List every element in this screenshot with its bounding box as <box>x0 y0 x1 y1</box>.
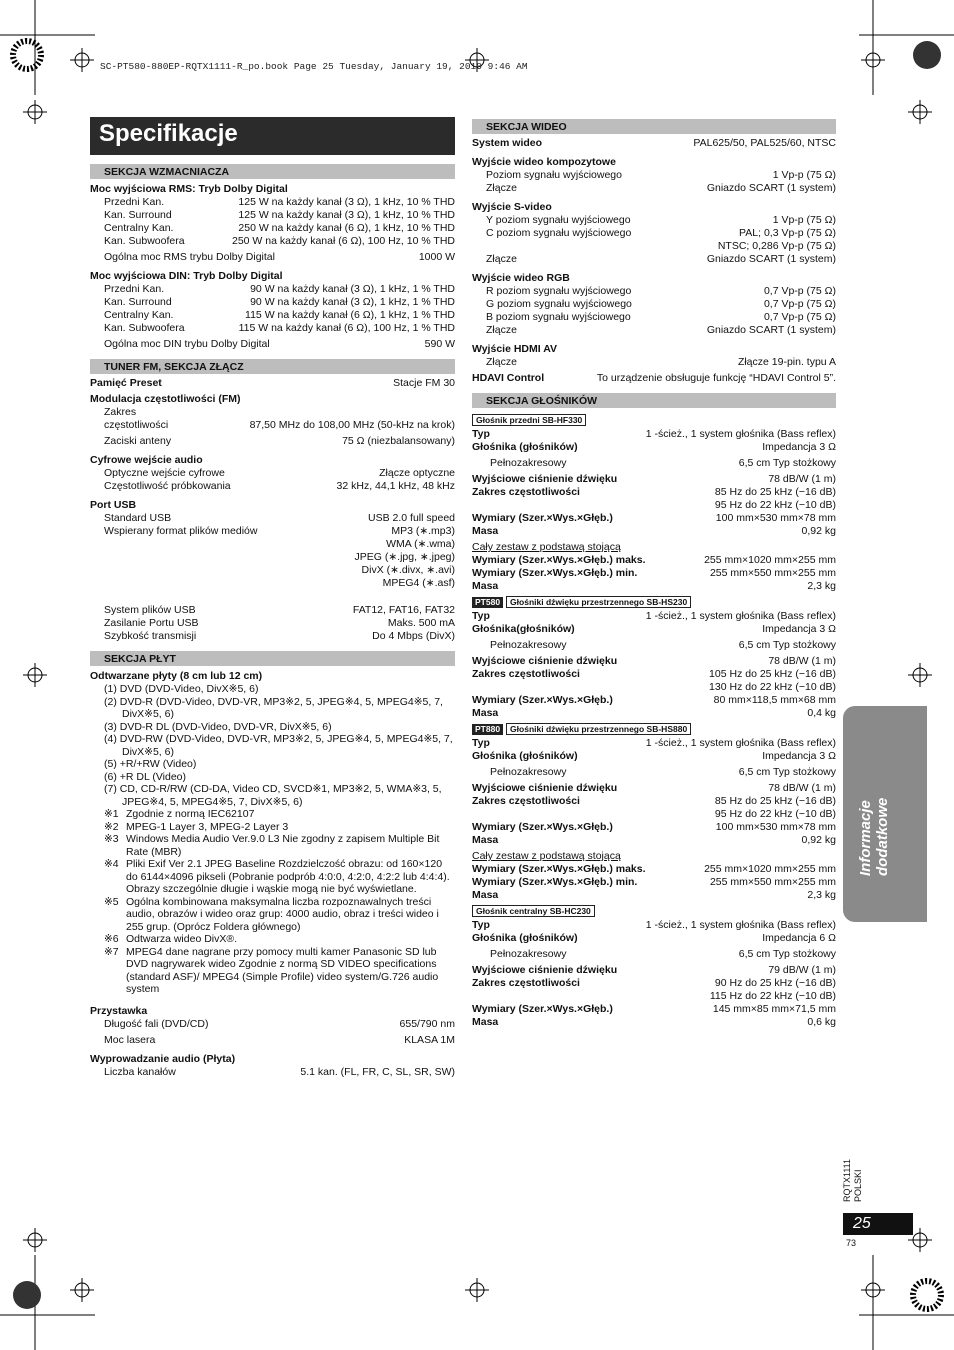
disc-item: (5) +R/+RW (Video) <box>104 758 197 770</box>
spec-row: Kan. Surround 125 W na każdy kanał (3 Ω), 1 kHz, 10 % THD <box>104 209 455 221</box>
spec-row: System wideo PAL625/50, PAL525/60, NTSC <box>472 137 836 149</box>
spec-row: Pełnozakresowy 6,5 cm Typ stożkowy <box>490 457 836 469</box>
spec-row: Długość fali (DVD/CD) 655/790 nm <box>104 1017 455 1030</box>
disc-item: (4) DVD-RW (DVD-Video, DVD-VR, MP3※2, 5, JPEG※4, 5, MPEG4※5, 7, <box>104 733 453 745</box>
footnote: ※3 Windows Media Audio Ver.9.0 L3 Nie zgodny z zapisem Multiple Bit Rate (MBR) <box>104 833 440 858</box>
speaker-tag-front: Głośnik przedni SB-HF330 <box>472 414 586 426</box>
side-tab-label: Informacje dodatkowe <box>857 797 891 876</box>
din-title: Moc wyjściowa DIN: Tryb Dolby Digital <box>90 270 283 282</box>
spec-row: Złącze Gniazdo SCART (1 system) <box>486 324 836 336</box>
spec-row: Zakres częstotliwości 85 Hz do 25 kHz (−16 dB) <box>472 486 836 498</box>
hdmi-title: Wyjście HDMI AV <box>472 343 557 355</box>
pickup-title: Przystawka <box>90 1004 148 1017</box>
media-format: WMA (∗.wma) <box>386 538 455 550</box>
spec-row: Zakres częstotliwości 90 Hz do 25 kHz (−16 dB) <box>472 977 836 989</box>
spec-value: 95 Hz do 22 kHz (−10 dB) <box>714 808 836 820</box>
spec-value: 130 Hz do 22 kHz (−10 dB) <box>709 681 836 693</box>
disc-item: (3) DVD-R DL (DVD-Video, DVD-VR, DivX※5, 6) <box>104 720 332 733</box>
spec-row: Wymiary (Szer.×Wys.×Głęb.) min. 255 mm×550 mm×255 mm <box>472 567 836 579</box>
spec-row: Przedni Kan. 125 W na każdy kanał (3 Ω), 1 kHz, 10 % THD <box>104 196 455 208</box>
spec-row: Głośnika(głośników) Impedancja 3 Ω <box>472 623 836 635</box>
speaker-tag-surround-880: Głośniki dźwięku przestrzennego SB-HS880 <box>506 723 691 735</box>
spec-row: Wyjściowe ciśnienie dźwięku 79 dB/W (1 m) <box>472 964 836 976</box>
spec-row: B poziom sygnału wyjściowego 0,7 Vp-p (75 Ω) <box>486 311 836 323</box>
document-code: RQTX1111 POLSKI <box>842 1158 863 1202</box>
spec-row: Pełnozakresowy 6,5 cm Typ stożkowy <box>490 639 836 651</box>
footnote: ※6 Odtwarza wideo DivX®. <box>104 933 238 945</box>
spec-row: Wyjściowe ciśnienie dźwięku 78 dB/W (1 m) <box>472 473 836 485</box>
set-title: Cały zestaw z podstawą stojącą <box>472 850 621 862</box>
footnote: ※4 Pliki Exif Ver 2.1 JPEG Baseline Rozdzielczość obrazu: od 160×120 do 6144×4096 pikseli (Pobranie podprób 4:0:0, 4:2:0, 4:2:2 lub 4:4:4). Obrazy szczególnie długie i wąskie mogą nie być wyświetlane. <box>104 858 450 895</box>
spec-row: Pełnozakresowy 6,5 cm Typ stożkowy <box>490 948 836 960</box>
composite-title: Wyjście wideo kompozytowe <box>472 156 616 168</box>
footnote: ※7 MPEG4 dane nagrane przy pomocy multi kamer Panasonic SD lub DVD nagrywarek wideo Zgodnie z normą SD VIDEO specifications (standard ASF)/ MPEG4 (Simple Profile) video system/G.726 audio system <box>104 945 439 995</box>
disc-item: JPEG※4, 5, MPEG4※5, 7, DivX※5, 6) <box>122 795 303 808</box>
page-title: Specifikacje <box>90 117 455 155</box>
spec-row: Wymiary (Szer.×Wys.×Głęb.) maks. 255 mm×1020 mm×255 mm <box>472 863 836 875</box>
spec-row: Masa 0,4 kg <box>472 707 836 719</box>
spec-row: Zaciski anteny 75 Ω (niezbalansowany) <box>104 435 455 447</box>
spec-row: Pamięć Preset Stacje FM 30 <box>90 377 455 389</box>
disc-item: DivX※5, 6) <box>122 708 174 720</box>
speaker-tag-center: Głośnik centralny SB-HC230 <box>472 905 595 917</box>
spec-row: Szybkość transmisji Do 4 Mbps (DivX) <box>104 630 455 642</box>
disc-item: (2) DVD-R (DVD-Video, DVD-VR, MP3※2, 5, JPEG※4, 5, MPEG4※5, 7, <box>104 695 443 708</box>
page-number: 25 <box>843 1213 913 1235</box>
spec-value: 95 Hz do 22 kHz (−10 dB) <box>714 499 836 511</box>
usb-title: Port USB <box>90 499 137 511</box>
spec-row: HDAVI Control To urządzenie obsługuje funkcję “HDAVI Control 5”. <box>472 372 836 384</box>
spec-row: Standard USB USB 2.0 full speed <box>104 512 455 524</box>
spec-row: Kan. Subwoofera 115 W na każdy kanał (6 Ω), 100 Hz, 1 % THD <box>104 322 455 334</box>
section-tuner: TUNER FM, SEKCJA ZŁĄCZ <box>90 359 455 374</box>
spec-row: Głośnika (głośników) Impedancja 6 Ω <box>472 932 836 944</box>
spec-row: Poziom sygnału wyjściowego 1 Vp-p (75 Ω) <box>486 169 836 181</box>
spec-row: Masa 2,3 kg <box>472 580 836 592</box>
spec-row: Typ 1 -ścież., 1 system głośnika (Bass reflex) <box>472 428 836 440</box>
section-disc: SEKCJA PŁYT <box>90 651 455 666</box>
media-format: MPEG4 (∗.asf) <box>382 577 455 589</box>
spec-value: 115 Hz do 22 kHz (−10 dB) <box>709 990 836 1002</box>
spec-row: Masa 0,92 kg <box>472 834 836 846</box>
section-video: SEKCJA WIDEO <box>472 119 836 134</box>
spec-row: Zakres częstotliwości 105 Hz do 25 kHz (−16 dB) <box>472 668 836 680</box>
disc-item: (6) +R DL (Video) <box>104 770 186 783</box>
model-badge: PT880 <box>472 724 503 735</box>
spec-row: Kan. Surround 90 W na każdy kanał (3 Ω), 1 kHz, 1 % THD <box>104 296 455 308</box>
spec-row: Wymiary (Szer.×Wys.×Głęb.) 100 mm×530 mm×78 mm <box>472 512 836 524</box>
spec-row: Masa 0,6 kg <box>472 1016 836 1028</box>
spec-row: C poziom sygnału wyjściowego PAL; 0,3 Vp-p (75 Ω) <box>486 227 836 239</box>
spec-row: Wymiary (Szer.×Wys.×Głęb.) min. 255 mm×550 mm×255 mm <box>472 876 836 888</box>
speaker-tag-surround-230: Głośniki dźwięku przestrzennego SB-HS230 <box>506 596 691 608</box>
spec-row: Zasilanie Portu USB Maks. 500 mA <box>104 617 455 629</box>
spec-row: Masa 2,3 kg <box>472 889 836 901</box>
spec-row: Centralny Kan. 250 W na każdy kanał (6 Ω), 1 kHz, 10 % THD <box>104 222 455 234</box>
spec-row: R poziom sygnału wyjściowego 0,7 Vp-p (75 Ω) <box>486 285 836 297</box>
spec-row: Moc lasera KLASA 1M <box>104 1033 455 1046</box>
spec-row: Masa 0,92 kg <box>472 525 836 537</box>
media-format: JPEG (∗.jpg, ∗.jpeg) <box>354 551 455 563</box>
spec-row: Wymiary (Szer.×Wys.×Głęb.) 80 mm×118,5 mm×68 mm <box>472 694 836 706</box>
spec-row: Liczba kanałów 5.1 kan. (FL, FR, C, SL, SR, SW) <box>104 1065 455 1078</box>
right-column <box>472 117 836 1029</box>
model-badge: PT580 <box>472 597 503 608</box>
spec-row: Typ 1 -ścież., 1 system głośnika (Bass reflex) <box>472 919 836 931</box>
spec-row: System plików USB FAT12, FAT16, FAT32 <box>104 604 455 616</box>
spec-row: Optyczne wejście cyfrowe Złącze optyczne <box>104 467 455 479</box>
spec-row: częstotliwości 87,50 MHz do 108,00 MHz (50-kHz na krok) <box>104 419 455 431</box>
page-sub-number: 73 <box>846 1238 857 1248</box>
spec-row: Centralny Kan. 115 W na każdy kanał (6 Ω), 1 kHz, 1 % THD <box>104 309 455 321</box>
spec-row: Częstotliwość próbkowania 32 kHz, 44,1 kHz, 48 kHz <box>104 480 455 492</box>
spec-row: Głośnika (głośników) Impedancja 3 Ω <box>472 441 836 453</box>
side-tab <box>843 706 927 922</box>
section-speakers: SEKCJA GŁOŚNIKÓW <box>472 393 836 408</box>
set-title: Cały zestaw z podstawą stojącą <box>472 541 621 553</box>
spec-row: Złącze Gniazdo SCART (1 system) <box>486 253 836 265</box>
audio-out-title: Wyprowadzanie audio (Płyta) <box>90 1052 236 1065</box>
footnote: ※1 Zgodnie z normą IEC62107 <box>104 808 255 820</box>
rgb-title: Wyjście wideo RGB <box>472 272 570 284</box>
disc-item: (1) DVD (DVD-Video, DivX※5, 6) <box>104 683 259 695</box>
spec-row: Wyjściowe ciśnienie dźwięku 78 dB/W (1 m) <box>472 782 836 794</box>
spec-row: Kan. Subwoofera 250 W na każdy kanał (6 Ω), 100 Hz, 10 % THD <box>104 235 455 247</box>
svideo-title: Wyjście S-video <box>472 201 552 213</box>
spec-row: Typ 1 -ścież., 1 system głośnika (Bass reflex) <box>472 610 836 622</box>
spec-row: Typ 1 -ścież., 1 system głośnika (Bass reflex) <box>472 737 836 749</box>
media-format: DivX (∗.divx, ∗.avi) <box>361 564 455 576</box>
left-column <box>90 162 455 1079</box>
spec-row: Wymiary (Szer.×Wys.×Głęb.) maks. 255 mm×1020 mm×255 mm <box>472 554 836 566</box>
spec-row: Złącze Gniazdo SCART (1 system) <box>486 182 836 194</box>
spec-row: Zakres częstotliwości 85 Hz do 25 kHz (−16 dB) <box>472 795 836 807</box>
spec-row: Wymiary (Szer.×Wys.×Głęb.) 100 mm×530 mm×78 mm <box>472 821 836 833</box>
spec-row: Ogólna moc RMS trybu Dolby Digital 1000 W <box>104 251 455 263</box>
spec-row: Pełnozakresowy 6,5 cm Typ stożkowy <box>490 766 836 778</box>
spec-row: Głośnika (głośników) Impedancja 3 Ω <box>472 750 836 762</box>
spec-row: Wymiary (Szer.×Wys.×Głęb.) 145 mm×85 mm×71,5 mm <box>472 1003 836 1015</box>
fm-title: Modulacja częstotliwości (FM) <box>90 393 241 405</box>
spec-row: Zakres <box>104 406 137 418</box>
rms-title: Moc wyjściowa RMS: Tryb Dolby Digital <box>90 183 288 195</box>
spec-row: Przedni Kan. 90 W na każdy kanał (3 Ω), 1 kHz, 1 % THD <box>104 283 455 295</box>
play-title: Odtwarzane płyty (8 cm lub 12 cm) <box>90 670 263 682</box>
spec-row: Wspierany format plików mediów MP3 (∗.mp3) <box>104 525 455 537</box>
spec-row: Wyjściowe ciśnienie dźwięku 78 dB/W (1 m) <box>472 655 836 667</box>
spec-row: Złącze Złącze 19-pin. typu A <box>486 356 836 368</box>
spec-row: G poziom sygnału wyjściowego 0,7 Vp-p (75 Ω) <box>486 298 836 310</box>
footnote: ※2 MPEG-1 Layer 3, MPEG-2 Layer 3 <box>104 820 289 833</box>
spec-row: Ogólna moc DIN trybu Dolby Digital 590 W <box>104 338 455 350</box>
digital-title: Cyfrowe wejście audio <box>90 454 203 466</box>
disc-item: (7) CD, CD-R/RW (CD-DA, Video CD, SVCD※1, MP3※2, 5, WMA※3, 5, <box>104 783 442 795</box>
print-header: SC-PT580-880EP-RQTX1111-R_po.book Page 25 Tuesday, January 19, 2010 9:46 AM <box>100 61 528 72</box>
spec-value: NTSC; 0,286 Vp-p (75 Ω) <box>717 240 836 252</box>
spec-row: Y poziom sygnału wyjściowego 1 Vp-p (75 Ω) <box>486 214 836 226</box>
section-amplifier: SEKCJA WZMACNIACZA <box>90 164 455 179</box>
disc-item: DivX※5, 6) <box>122 745 174 758</box>
footnote: ※5 Ogólna kombinowana maksymalna liczba rozpoznawalnych treści audio, obrazów i wideo oraz grup: 4000 audio, obraz i treści wideo i 255 grup. (Oprócz Foldera głównego) <box>104 895 439 933</box>
